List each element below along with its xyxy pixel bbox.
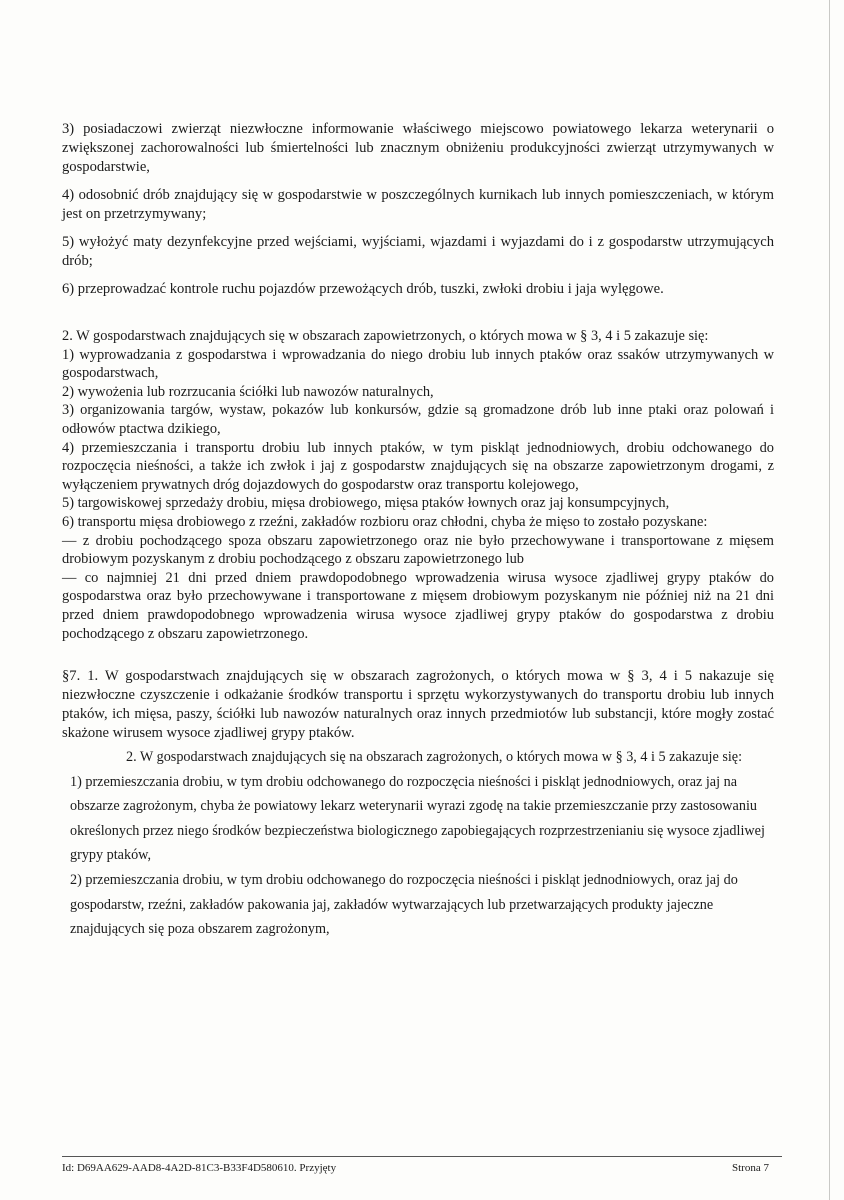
section-intro: 2. W gospodarstwach znajdujących się w obszarach zapowietrzonych, o których mowa w § 3, 4 i 5 zakazuje się: — [62, 328, 709, 344]
section-2-restricted-zone — [62, 327, 774, 643]
list-item: 6) przeprowadzać kontrole ruchu pojazdów przewożących drób, tuszki, zwłoki drobiu i jaja wylęgowe. — [62, 281, 664, 297]
footer-divider — [62, 1156, 782, 1157]
section-intro: 2. W gospodarstwach znajdujących się na obszarach zagrożonych, o których mowa w § 3, 4 i 5 zakazuje się: — [126, 749, 743, 766]
section-7-threatened-zone — [62, 667, 774, 942]
list-item: 1) przemieszczania drobiu, w tym drobiu odchowanego do rozpoczęcia nieśności i piskląt jednodniowych, oraz jaj na obszarze zagrożonym, chyba że powiatowy lekarz weterynarii wyrazi zgodę na takie przemieszczanie przy zastosowaniu określonych przez niego środków bezpieczeństwa biologicznego zapobiegających rozprzestrzenianiu się wysoce zjadliwej grypy ptaków, — [70, 773, 765, 864]
list-item: 2) wywożenia lub rozrzucania ściółki lub nawozów naturalnych, — [62, 383, 434, 400]
subsection-2 — [70, 745, 774, 942]
list-item: 3) posiadaczowi zwierząt niezwłoczne informowanie właściwego miejscowo powiatowego lekarza weterynarii o zwiększonej zachorowalności lub śmiertelności lub znacznym obniżeniu produkcyjności zwierząt utrzymywanych w gospodarstwie, — [62, 121, 774, 175]
page-number: Strona 7 — [732, 1162, 769, 1174]
list-item: 4) odosobnić drób znajdujący się w gospodarstwie w poszczególnych kurnikach lub innych pomieszczeniach, w którym jest on przetrzymywany; — [62, 187, 774, 222]
list-item: — z drobiu pochodzącego spoza obszaru zapowietrzonego oraz nie było przechowywane i transportowane z mięsem drobiowym pozyskanym z drobiu pochodzącego z obszaru zapowietrzonego lub — [62, 532, 774, 568]
list-item: 5) targowiskowej sprzedaży drobiu, mięsa drobiowego, mięsa ptaków łownych oraz jaj konsumpcyjnych, — [62, 495, 670, 512]
list-item: 4) przemieszczania i transportu drobiu lub innych ptaków, w tym piskląt jednodniowych, drobiu odchowanego do rozpoczęcia nieśności, a także ich zwłok i jaj z gospodarstw znajdujących się na obszarze zapowietrzonym drogami, z wyłączeniem prywatnych dróg dojazdowych do gospodarstw oraz transportu kolejowego, — [62, 439, 774, 493]
list-item: 3) organizowania targów, wystaw, pokazów lub konkursów, gdzie są gromadzone drób lub inne ptaki oraz polowań i odłowów ptactwa dzikiego, — [62, 402, 774, 437]
document-id: Id: D69AA629-AAD8-4A2D-81C3-B33F4D580610. Przyjęty — [62, 1162, 337, 1174]
list-item: 6) transportu mięsa drobiowego z rzeźni, zakładów rozbioru oraz chłodni, chyba że mięso to zostało pozyskane: — [62, 513, 708, 530]
list-item: 2) przemieszczania drobiu, w tym drobiu odchowanego do rozpoczęcia nieśności i piskląt jednodniowych, oraz jaj do gospodarstw, rzeźni, zakładów pakowania jaj, zakładów wytwarzających lub przetwarzających produkty jajeczne znajdujących się poza obszarem zagrożonym, — [70, 872, 738, 938]
section-top-list — [62, 120, 774, 299]
paragraph: §7. 1. W gospodarstwach znajdujących się w obszarach zagrożonych, o których mowa w § 3, 4 i 5 nakazuje się niezwłoczne czyszczenie i odkażanie środków transportu i sprzętu wykorzystywanych do transportu drobiu lub innych ptaków, ich mięsa, paszy, ściółki lub nawozów naturalnych oraz innych przedmiotów lub substancji, które mogły zostać skażone wirusem wysoce zjadliwej grypy ptaków. — [62, 668, 774, 742]
document-page — [62, 120, 774, 942]
list-item: — co najmniej 21 dni przed dniem prawdopodobnego wprowadzenia wirusa wysoce zjadliwej grypy ptaków do gospodarstwa oraz było przechowywane i transportowane z mięsem drobiowym pozyskanym nie później niż na 21 dni przed dniem prawdopodobnego wprowadzenia wirusa wysoce zjadliwej grypy ptaków do gospodarstwa z drobiu pochodzącego z obszaru zapowietrzonego. — [62, 569, 774, 642]
list-item: 5) wyłożyć maty dezynfekcyjne przed wejściami, wyjściami, wjazdami i wyjazdami do i z gospodarstw utrzymujących drób; — [62, 234, 774, 269]
page-edge-line — [829, 0, 830, 1200]
list-item: 1) wyprowadzania z gospodarstwa i wprowadzania do niego drobiu lub innych ptaków oraz ssaków utrzymywanych w gospodarstwach, — [62, 346, 774, 382]
